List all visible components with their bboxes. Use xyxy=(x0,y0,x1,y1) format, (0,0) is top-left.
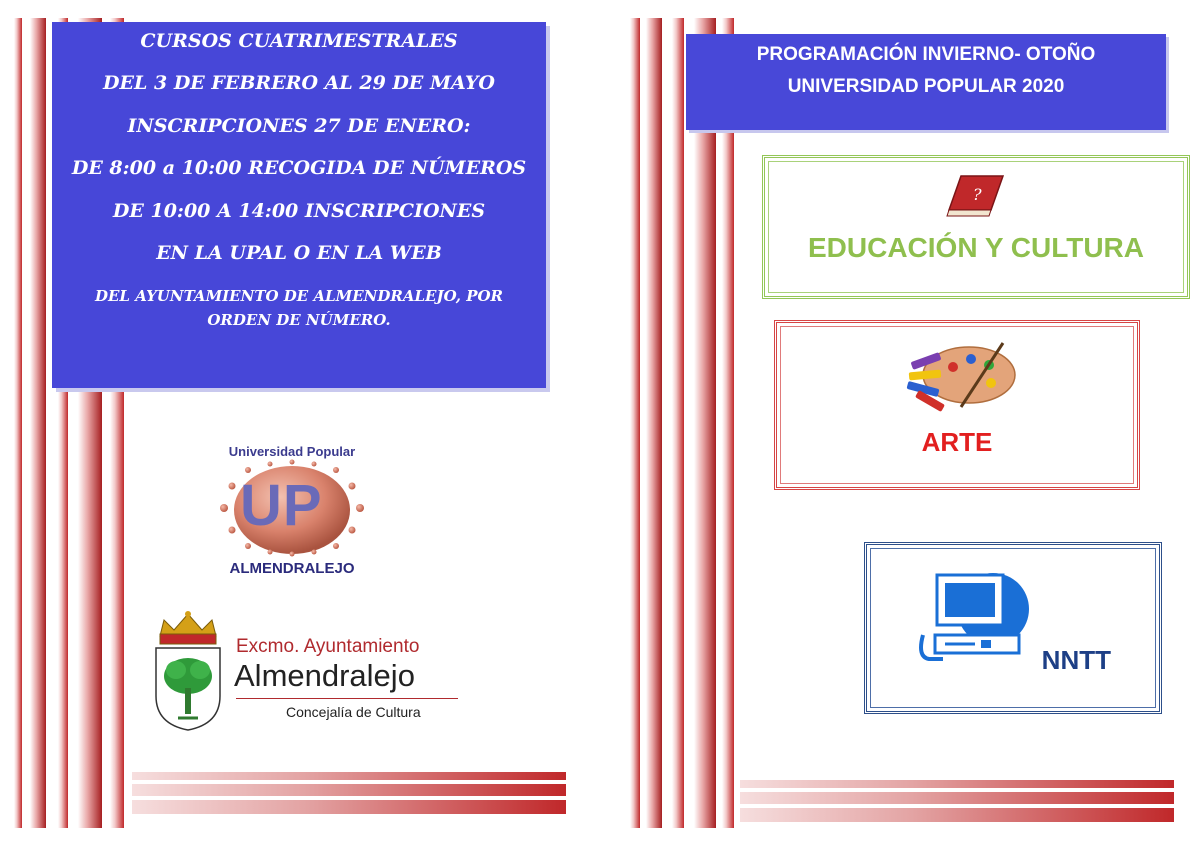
decorative-stripe xyxy=(132,784,566,796)
decorative-stripe xyxy=(672,18,684,828)
ayuntamiento-title: Excmo. Ayuntamiento xyxy=(236,636,420,657)
paint-palette-icon xyxy=(891,337,1021,417)
info-line: EN LA UPAL O EN LA WEB xyxy=(156,242,442,264)
decorative-stripe xyxy=(740,808,1174,822)
decorative-stripe xyxy=(30,18,46,828)
info-line: DEL 3 DE FEBRERO AL 29 DE MAYO xyxy=(103,72,495,94)
decorative-stripe xyxy=(132,800,566,814)
up-logo-bottom-text: ALMENDRALEJO xyxy=(229,560,355,577)
ayuntamiento-city: Almendralejo xyxy=(234,658,415,693)
category-label: EDUCACIÓN Y CULTURA xyxy=(807,232,1144,263)
title-line: PROGRAMACIÓN INVIERNO- OTOÑO xyxy=(756,44,1096,65)
divider xyxy=(236,698,458,699)
info-line: DE 8:00 a 10:00 RECOGIDA DE NÚMEROS xyxy=(71,157,527,179)
category-card-educacion[interactable] xyxy=(762,155,1190,299)
info-line: DEL AYUNTAMIENTO DE ALMENDRALEJO, POR ORDEN DE NÚMERO. xyxy=(94,287,504,329)
ayuntamiento-logo xyxy=(150,608,470,732)
title-line: UNIVERSIDAD POPULAR 2020 xyxy=(787,76,1065,97)
svg-text:?: ? xyxy=(973,185,982,204)
universidad-popular-logo xyxy=(212,442,372,580)
decorative-stripe xyxy=(694,18,716,828)
decorative-stripe xyxy=(740,792,1174,804)
decorative-stripe xyxy=(630,18,640,828)
info-line: DE 10:00 A 14:00 INSCRIPCIONES xyxy=(112,200,486,222)
decorative-stripe xyxy=(646,18,662,828)
up-logo-top-text: Universidad Popular xyxy=(228,444,356,459)
decorative-stripe xyxy=(14,18,22,828)
category-card-nntt[interactable] xyxy=(864,542,1162,714)
info-line: INSCRIPCIONES 27 DE ENERO: xyxy=(127,115,471,137)
category-card-arte[interactable] xyxy=(774,320,1140,490)
category-label: ARTE xyxy=(921,427,993,457)
book-icon xyxy=(937,170,1007,218)
category-label: NNTT xyxy=(1041,645,1111,675)
coat-of-arms-icon xyxy=(150,608,226,732)
decorative-stripe xyxy=(132,772,566,780)
info-panel xyxy=(52,22,546,388)
ayuntamiento-department: Concejalía de Cultura xyxy=(286,704,421,720)
computer-icon xyxy=(915,561,1035,671)
info-line: CURSOS CUATRIMESTRALES xyxy=(140,30,458,52)
decorative-stripe xyxy=(722,18,734,828)
decorative-stripe xyxy=(740,780,1174,788)
program-title xyxy=(686,34,1166,130)
up-logo-letters: UP xyxy=(240,473,323,538)
